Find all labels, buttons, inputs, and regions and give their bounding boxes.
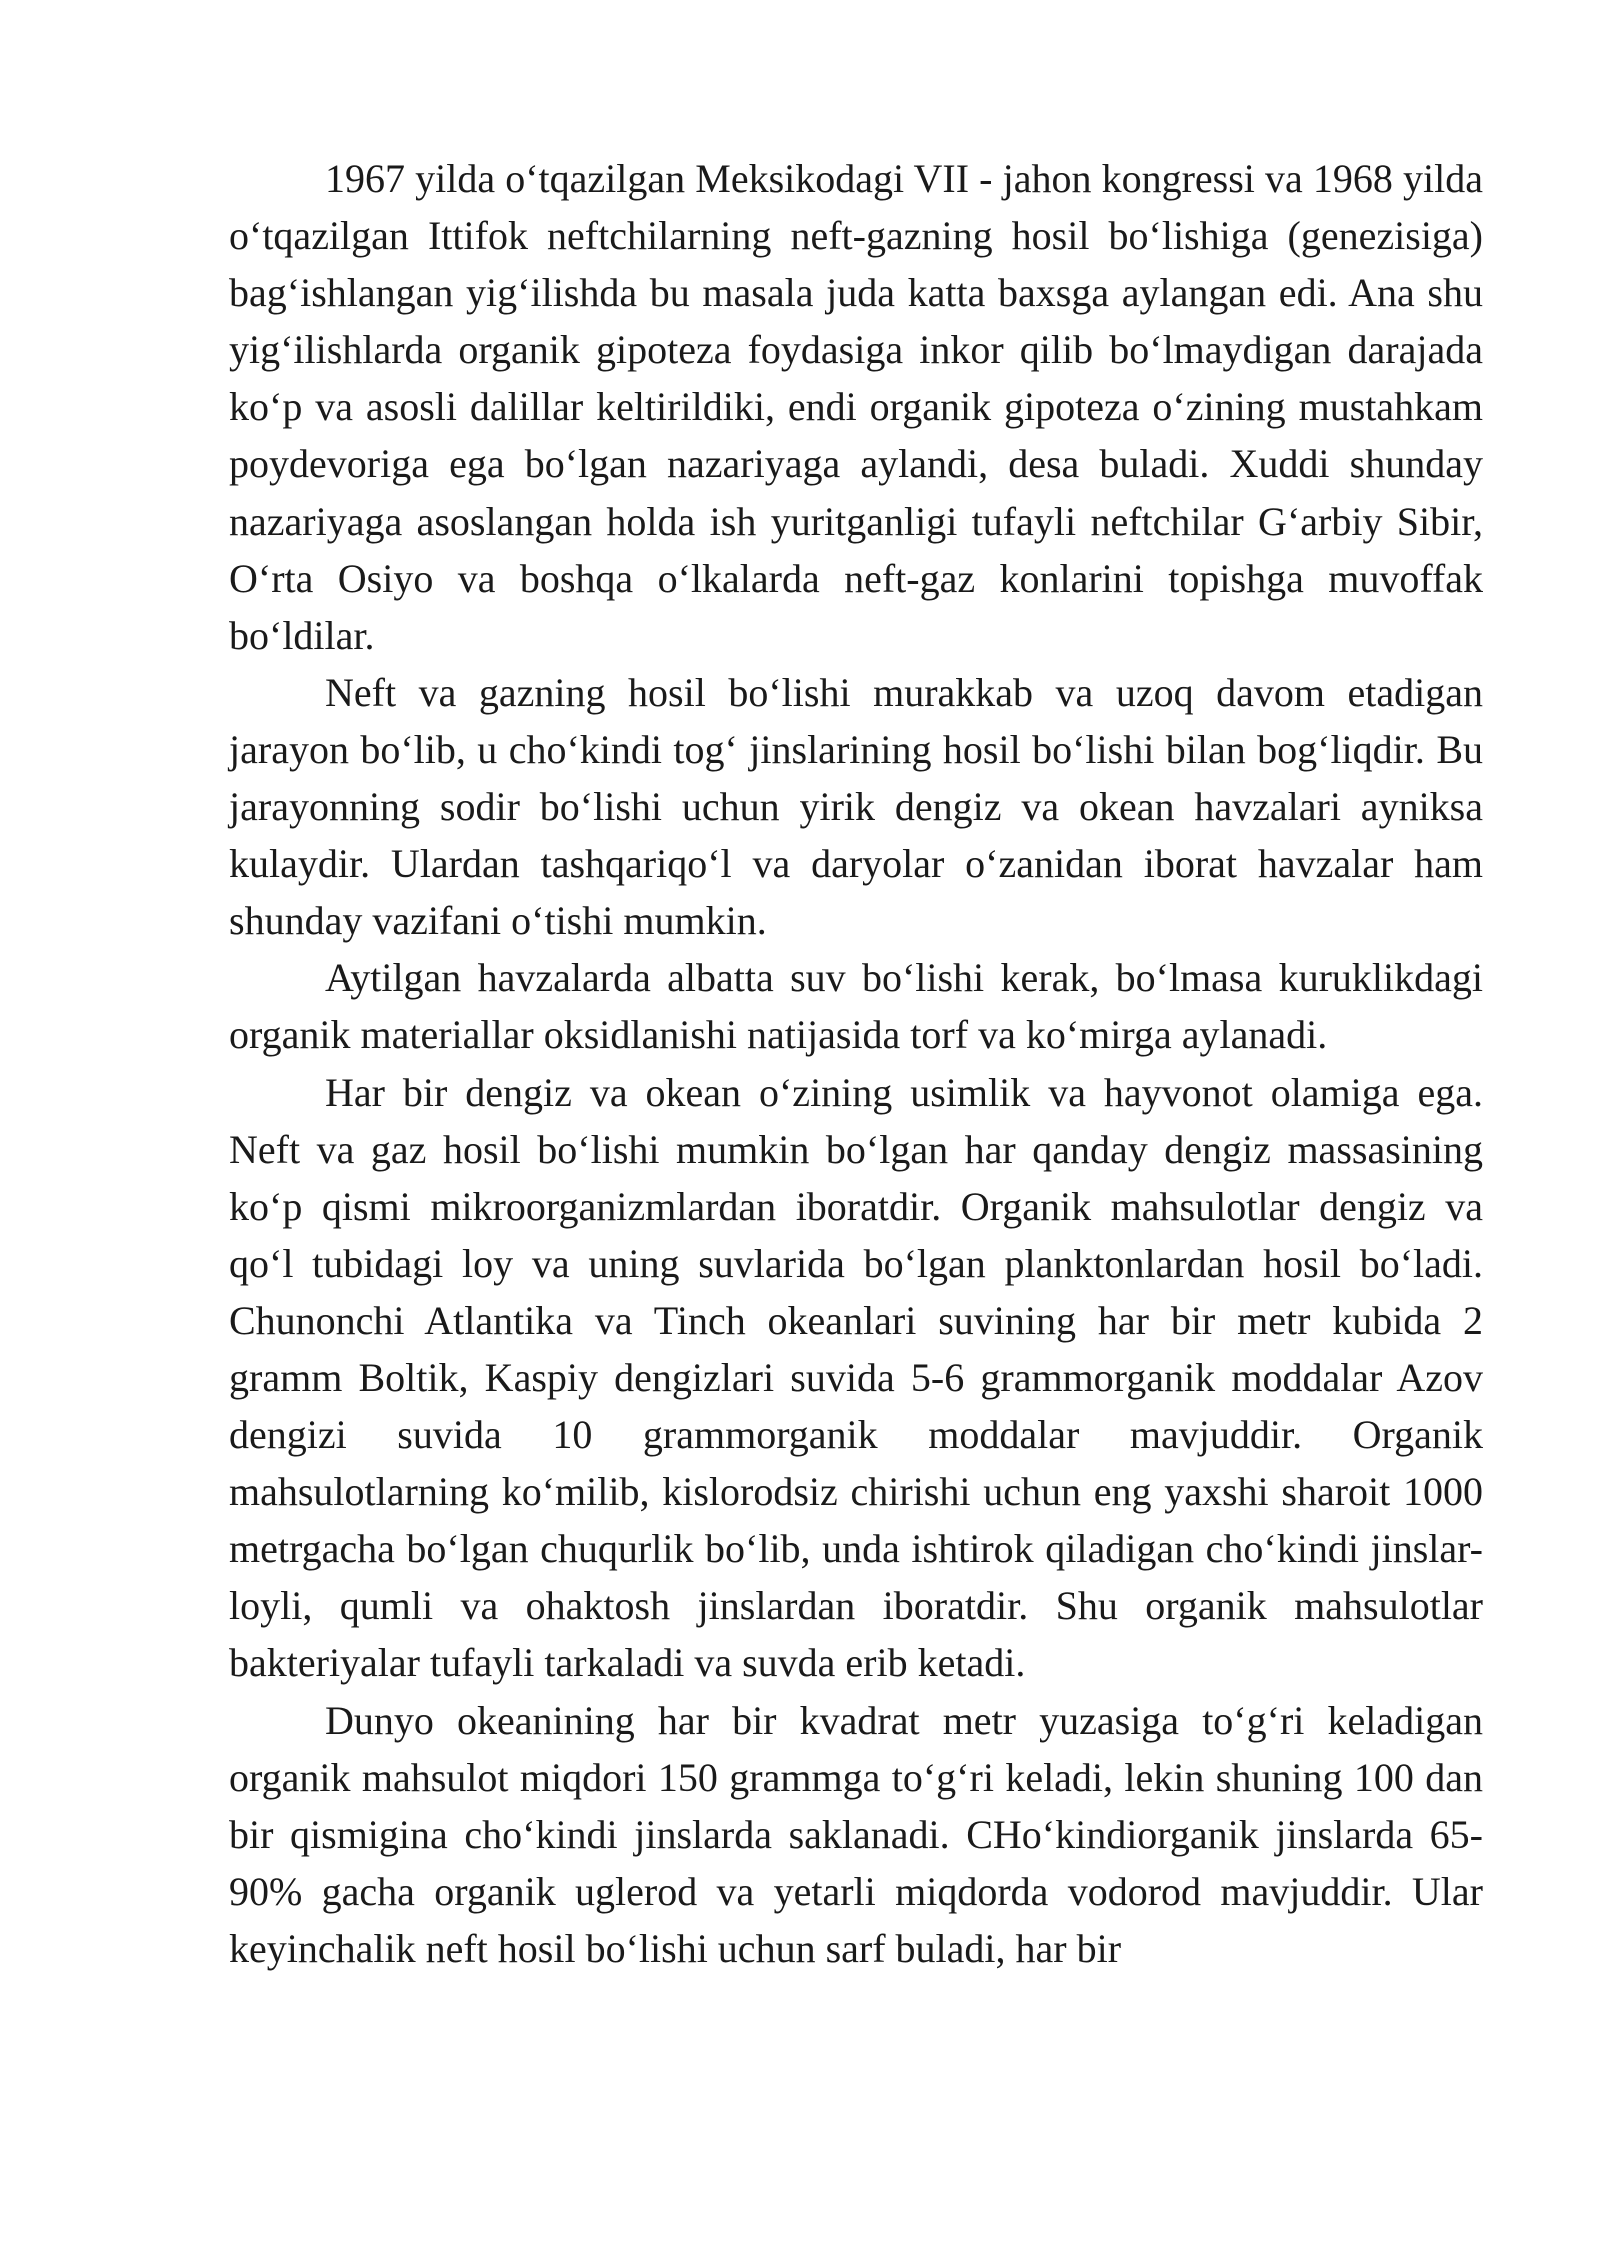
paragraph-1: 1967 yilda o‘tqazilgan Meksikodagi VII - jahon kongressi va 1968 yilda o‘tqazilgan Ittifok neftchilarning neft-gazning hosil bo‘lishiga (genezisiga) bag‘ishlangan yig‘ilishda bu masala juda katta baxsga aylangan edi. Ana shu yig‘ilishlarda organik gipoteza foydasiga inkor qilib bo‘lmaydigan darajada ko‘p va asosli dalillar keltirildiki, endi organik gipoteza o‘zining mustahkam poydevoriga ega bo‘lgan nazariyaga aylandi, desa buladi. Xuddi shunday nazariyaga asoslangan holda ish yuritganligi tufayli neftchilar G‘arbiy Sibir, O‘rta Osiyo va boshqa o‘lkalarda neft-gaz konlarini topishga muvoffak bo‘ldilar. — [229, 156, 1483, 658]
paragraph-4: Har bir dengiz va okean o‘zining usimlik va hayvonot olamiga ega. Neft va gaz hosil bo‘lishi mumkin bo‘lgan har qanday dengiz massasining ko‘p qismi mikroorganizmlardan iboratdir. Organik mahsulotlar dengiz va qo‘l tubidagi loy va uning suvlarida bo‘lgan planktonlardan hosil bo‘ladi. Chunonchi Atlantika va Tinch okeanlari suvining har bir metr kubida 2 gramm Boltik, Kaspiy dengizlari suvida 5-6 grammorganik moddalar Azov dengizi suvida 10 grammorganik moddalar mavjuddir. Organik mahsulotlarning ko‘milib, kislorodsiz chirishi uchun eng yaxshi sharoit 1000 metrgacha bo‘lgan chuqurlik bo‘lib, unda ishtirok qiladigan cho‘kindi jinslar-loyli, qumli va ohaktosh jinslardan iboratdir. Shu organik mahsulotlar bakteriyalar tufayli tarkaladi va suvda erib ketadi. — [229, 1069, 1483, 1686]
paragraph-3: Aytilgan havzalarda albatta suv bo‘lishi kerak, bo‘lmasa kuruklikdagi organik materiallar oksidlanishi natijasida torf va ko‘mirga aylanadi. — [229, 955, 1483, 1058]
paragraph-5: Dunyo okeanining har bir kvadrat metr yuzasiga to‘g‘ri keladigan organik mahsulot miqdori 150 grammga to‘g‘ri keladi, lekin shuning 100 dan bir qismigina cho‘kindi jinslarda saklanadi. CHo‘kindiorganik jinslarda 65-90% gacha organik uglerod va yetarli miqdorda vodorod mavjuddir. Ular keyinchalik neft hosil bo‘lishi uchun sarf buladi, har bir — [229, 1697, 1483, 1971]
document-body — [229, 150, 1483, 1977]
paragraph-2: Neft va gazning hosil bo‘lishi murakkab va uzoq davom etadigan jarayon bo‘lib, u cho‘kindi tog‘ jinslarining hosil bo‘lishi bilan bog‘liqdir. Bu jarayonning sodir bo‘lishi uchun yirik dengiz va okean havzalari ayniksa kulaydir. Ulardan tashqariqo‘l va daryolar o‘zanidan iborat havzalar ham shunday vazifani o‘tishi mumkin. — [229, 669, 1483, 944]
